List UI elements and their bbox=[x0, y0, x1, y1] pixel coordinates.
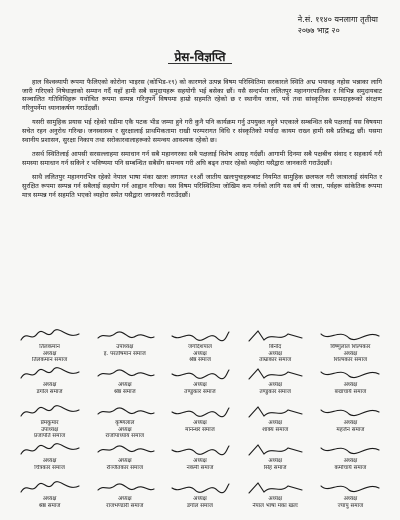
signatory-role: अध्यक्ष bbox=[193, 458, 207, 464]
signature-scribble bbox=[19, 328, 81, 344]
signatory-org: डंगोल समाज bbox=[187, 502, 213, 509]
signatory-org: ज्यापु समाज bbox=[337, 502, 364, 509]
signature-scribble bbox=[94, 480, 156, 496]
signatory bbox=[164, 328, 235, 364]
title-underline bbox=[168, 63, 232, 64]
signatory-role: अध्यक्ष bbox=[117, 426, 132, 433]
signatory-org: कर्माचार्य समाज bbox=[334, 464, 367, 471]
signatory bbox=[315, 328, 386, 364]
signatory-role: अध्यक्ष bbox=[268, 420, 283, 426]
signatory bbox=[14, 442, 85, 478]
signatory bbox=[14, 480, 85, 516]
signatory bbox=[89, 366, 160, 402]
press-release-body bbox=[22, 78, 382, 205]
signatory bbox=[89, 328, 160, 364]
signatory-org: प्रजापति समाज bbox=[34, 433, 66, 440]
signatory-role: अध्यक्ष bbox=[117, 458, 132, 464]
signatory-org: नेपाल भाषा मंका खलः bbox=[252, 502, 298, 509]
signatory-org: नकर्मी समाज bbox=[186, 464, 214, 471]
signatory-role: अध्यक्ष bbox=[193, 382, 207, 388]
signature-scribble bbox=[244, 442, 306, 458]
signature-scribble bbox=[244, 328, 306, 344]
signatory-role: अध्यक्ष bbox=[193, 350, 207, 357]
signatory bbox=[89, 404, 160, 440]
signatory-role: अध्यक्ष bbox=[268, 496, 283, 502]
signature-scribble bbox=[19, 404, 81, 420]
signatory-org: डंगोल समाज bbox=[36, 388, 63, 395]
paragraph: तसर्थ स्थितिलाई आपसी सरसल्लाहमा समाधान गर्न सबै महानगरका सबै पक्षलाई विशेष आग्रह गर्दछौं। आगामी दिनमा सबै पक्षबीच संवाद र सहकार्य गरी समस्या समाधान गर्न सकिने र भविष्यमा पनि सम्बन्धित सबैसँग समन्वय गरी अघि बढ्न तयार रहेको व्यहोरा यसैद्वारा जानकारी गराउँदछौं। bbox=[22, 150, 382, 167]
signatory-name: तिलकमान bbox=[39, 344, 60, 350]
signature-scribble bbox=[169, 480, 231, 496]
signature-scribble bbox=[94, 404, 156, 420]
paragraph: हाल विश्वव्यापी रूपमा फैलिएको कोरोना भाइरस (कोभिड-१९) को कारणले उत्पन्न विषम परिस्थितिमा सरकारले स्थिति अभ्र भयावह नहोस भन्नाका लागि जारी गरिएको निषेधाज्ञाको सम्मान गर्दै यहाँ हामी सबै समुदायहरू सहयोगी भई बसेका छौं। यसै सन्दर्भमा ललितपुर महानगरपालिका र विभिन्न समुदायबाट सञ्चालित गतिविधिहरू यथोचित रूपमा सम्पन्न गरिनुपर्ने विषयमा हाम्रो सहमति रहेको छ र स्थानीय जात्रा, पर्व तथा सांस्कृतिक सम्पदाहरूको संरक्षण गरिनुपर्नेमा ध्यानाकर्षण गराउँदछौं। bbox=[22, 78, 382, 112]
signatory-name: विष्णुलाल शिल्पकार bbox=[330, 344, 371, 350]
signatory-role: अध्यक्ष bbox=[193, 420, 207, 426]
signatory-name: प्रेमकुमार bbox=[40, 420, 59, 426]
signatory bbox=[240, 366, 311, 402]
signatory-org: मानन्धर समाज bbox=[185, 426, 215, 433]
signatory-role: अध्यक्ष bbox=[343, 458, 358, 464]
signatory-org: इ. परतोषमान समाज bbox=[103, 350, 146, 357]
signatories-grid bbox=[14, 328, 386, 518]
signatory bbox=[315, 442, 386, 478]
signatory bbox=[164, 404, 235, 440]
signatory bbox=[240, 328, 311, 364]
signatory-role: अध्यक्ष bbox=[343, 420, 358, 426]
signatory-org: ताम्राकार समाज bbox=[259, 357, 292, 364]
signatory bbox=[14, 366, 85, 402]
signatory-org: शाक्य समाज bbox=[262, 426, 289, 433]
signatory-org: श्रेष्ठ समाज bbox=[113, 388, 136, 395]
signatory bbox=[89, 442, 160, 478]
signatory-role: अध्यक्ष bbox=[42, 382, 57, 388]
signatory-role: उपाध्यक्ष bbox=[41, 426, 59, 433]
signatory-role: अध्यक्ष bbox=[117, 382, 132, 388]
signatory bbox=[164, 366, 235, 402]
signature-scribble bbox=[244, 480, 306, 496]
signature-scribble bbox=[19, 366, 81, 382]
signatory bbox=[14, 328, 85, 364]
paragraph: साथै ललितपुर महानगरभित्र रहेको नेपाल भाषा मंका खःलः लगायत ११औं जातीय खलःपुचःहरूबाट नियमित सामुहिक छलफल गरी जात्रालाई संयमित र सुरक्षित रूपमा सम्पन्न गर्न सबैलाई सहयोग गर्न आह्वान गरिन्छ। यस विषम परिस्थितिमा जोखिम कम गर्नको लागि यस वर्ष यी जात्रा, पर्वहरू सांकेतिक रूपमा मात्र सम्पन्न गर्न सहमति भएको व्यहोरा समेत यसैद्वारा जानकारी गराउँदछौं। bbox=[22, 173, 382, 199]
signature-scribble bbox=[319, 328, 381, 344]
signature-scribble bbox=[169, 366, 231, 382]
signatory-role: अध्यक्ष bbox=[42, 350, 57, 357]
signature-scribble bbox=[94, 442, 156, 458]
page-title: प्रेस-विज्ञप्ति bbox=[174, 50, 226, 64]
signatory-name: कृष्णलाल bbox=[115, 420, 135, 426]
signature-scribble bbox=[19, 480, 81, 496]
signature-scribble bbox=[94, 366, 156, 382]
signatory-role: अध्यक्ष bbox=[193, 496, 207, 502]
date-line-1: ने.सं. ११४० यनलागा तृतीया bbox=[297, 15, 378, 24]
signatory-org: श्रेष्ठ समाज bbox=[189, 357, 211, 364]
signatory-role: अध्यक्ष bbox=[42, 458, 57, 464]
signatory-role: अध्यक्ष bbox=[268, 458, 283, 464]
signature-scribble bbox=[169, 442, 231, 458]
signatory bbox=[164, 480, 235, 516]
signatory-org: सिंह समाज bbox=[263, 464, 287, 471]
signatory bbox=[315, 366, 386, 402]
signature-scribble bbox=[169, 404, 231, 420]
signature-scribble bbox=[244, 366, 306, 382]
signatory-org: तण्डुकार समाज bbox=[184, 388, 216, 395]
signature-scribble bbox=[19, 442, 81, 458]
signatory-org: रञ्जितकार समाज bbox=[106, 464, 143, 471]
signatory-role: अध्यक्ष bbox=[268, 350, 283, 357]
signatory-role: अध्यक्ष bbox=[343, 350, 358, 357]
signatory-role: अध्यक्ष bbox=[343, 496, 358, 502]
signature-scribble bbox=[244, 404, 306, 420]
signatory-role: अध्यक्ष bbox=[268, 382, 283, 388]
signature-scribble bbox=[319, 442, 381, 458]
signatory-org: शिल्पकार समाज bbox=[333, 357, 368, 364]
signatory-org: चित्रकार समाज bbox=[34, 464, 65, 471]
signatory-org: राजभण्डारी समाज bbox=[106, 502, 144, 509]
signature-scribble bbox=[319, 366, 381, 382]
signature-scribble bbox=[319, 480, 381, 496]
paragraph: यसरी सामुहिक प्रयास भई रहेको घडीमा एकै पटक भीड जम्मा हुने गरी कुनै पनि कार्यक्रम गर्नु उपयुक्त नहुने भएकाले सम्बन्धित सबै पक्षलाई यस विषयमा सचेत रहन अनुरोध गरिन्छ। जनस्वास्थ्य र सुरक्षालाई प्राथमिकतामा राखी परम्परागत विधि र संस्कृतिको मर्यादा कायम राख्न हामी सबै प्रतिबद्ध छौं। यसमा स्थानीय प्रशासन, सुरक्षा निकाय तथा सरोकारवालाहरूको समन्वय आवश्यक रहेको छ। bbox=[22, 118, 382, 144]
signatory bbox=[240, 480, 311, 516]
signatory-role: अध्यक्ष bbox=[343, 382, 358, 388]
signatory-role: अध्यक्ष bbox=[117, 496, 132, 502]
signature-scribble bbox=[319, 404, 381, 420]
signatory bbox=[164, 442, 235, 478]
signatory-name: बिनोद bbox=[269, 344, 282, 350]
signatory-org: राजोपाध्याय समाज bbox=[105, 433, 145, 440]
signatory bbox=[89, 480, 160, 516]
signatory-role: उपाध्यक्ष bbox=[116, 344, 134, 350]
signatory bbox=[315, 480, 386, 516]
signatory bbox=[315, 404, 386, 440]
signatory-org: तिलकमान समाज bbox=[32, 357, 68, 364]
signature-scribble bbox=[94, 328, 156, 344]
signatory-org: महर्जन समाज bbox=[336, 426, 365, 433]
signature-scribble bbox=[169, 328, 231, 344]
signatory bbox=[14, 404, 85, 440]
signatory bbox=[240, 442, 311, 478]
signatory-org: श्रेष्ठ समाज bbox=[38, 502, 61, 509]
signatory-org: तण्डुकार समाज bbox=[259, 388, 291, 395]
signatory-role: अध्यक्ष bbox=[42, 496, 57, 502]
date-line-2: २०७७ भाद्र २० bbox=[297, 26, 340, 35]
signatory-name: जगदिशपाल bbox=[188, 344, 212, 350]
signatory-org: बज्राचार्य समाज bbox=[334, 388, 367, 395]
date-block bbox=[298, 14, 378, 36]
signatory bbox=[240, 404, 311, 440]
